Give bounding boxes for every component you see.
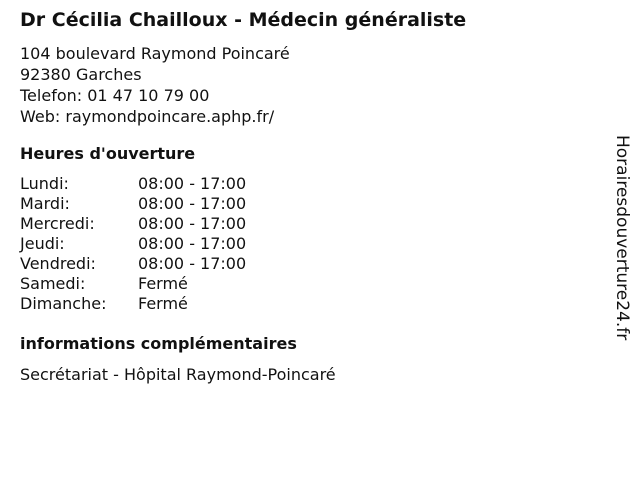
info-text: Secrétariat - Hôpital Raymond-Poincaré [20,365,336,384]
time-value: 08:00 - 17:00 [138,174,247,193]
hours-row-wednesday [20,214,246,234]
day-label: Mardi: [20,194,70,213]
hours-row-saturday [20,274,246,294]
time-value: Fermé [138,274,188,293]
page-title: Dr Cécilia Chailloux - Médecin généraliste [20,9,467,31]
opening-hours-table [20,174,246,314]
time-value: 08:00 - 17:00 [138,194,247,213]
city-postcode: 92380 Garches [20,65,142,84]
site-watermark: Horairesdouverture24.fr [612,135,632,341]
day-label: Dimanche: [20,294,107,313]
info-heading: informations complémentaires [20,334,297,353]
website-link[interactable]: Web: raymondpoincare.aphp.fr/ [20,107,275,126]
day-label: Vendredi: [20,254,96,273]
time-value: 08:00 - 17:00 [138,234,247,253]
day-label: Samedi: [20,274,86,293]
contact-block [20,43,290,127]
day-label: Mercredi: [20,214,95,233]
day-label: Lundi: [20,174,69,193]
hours-heading: Heures d'ouverture [20,144,196,163]
hours-row-monday [20,174,246,194]
time-value: Fermé [138,294,188,313]
street-address: 104 boulevard Raymond Poincaré [20,44,290,63]
hours-row-friday [20,254,246,274]
hours-row-thursday [20,234,246,254]
hours-row-sunday [20,294,246,314]
time-value: 08:00 - 17:00 [138,214,247,233]
time-value: 08:00 - 17:00 [138,254,247,273]
hours-row-tuesday [20,194,246,214]
day-label: Jeudi: [20,234,65,253]
phone-number: Telefon: 01 47 10 79 00 [20,86,210,105]
